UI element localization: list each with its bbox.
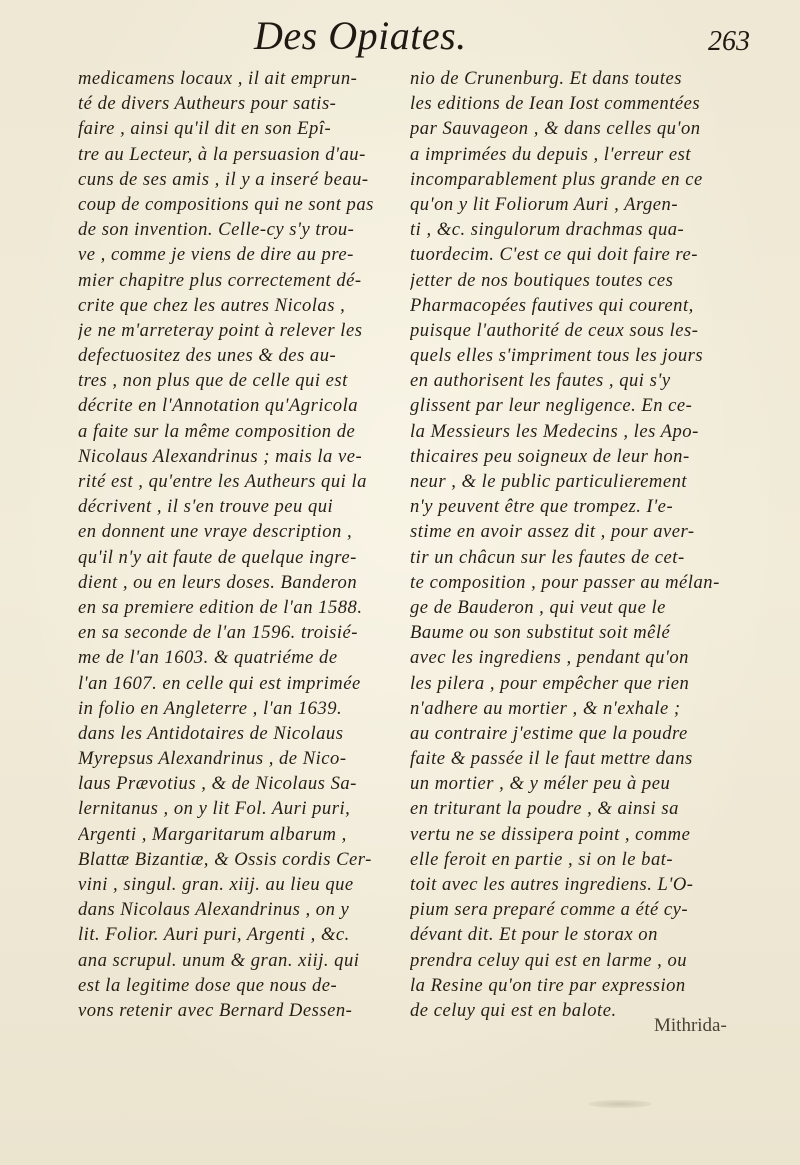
text-line: stime en avoir assez dit , pour aver- [410, 521, 695, 543]
text-line: décrite en l'Annotation qu'Agricola [78, 395, 359, 417]
text-line: Nicolaus Alexandrinus ; mais la ve- [78, 445, 363, 467]
text-line: la Messieurs les Medecins , les Apo- [410, 420, 699, 442]
text-line: la Resine qu'on tire par expression [410, 974, 686, 996]
right-text-column [410, 66, 752, 1023]
text-line: tir un châcun sur les fautes de cet- [410, 546, 685, 568]
text-line: de son invention. Celle-cy s'y trou- [78, 219, 355, 241]
text-line: in folio en Angleterre , l'an 1639. [78, 697, 343, 719]
text-line: en sa premiere edition de l'an 1588. [78, 596, 363, 618]
text-line: quels elles s'impriment tous les jours [410, 345, 704, 367]
text-line: prendra celuy qui est en larme , ou [410, 949, 688, 971]
text-line: elle feroit en partie , si on le bat- [410, 848, 674, 870]
text-line: avec les ingrediens , pendant qu'on [410, 647, 689, 669]
page-number: 263 [708, 26, 750, 57]
text-line: neur , & le public particulierement [410, 471, 688, 492]
text-line: medicamens locaux , il ait emprun- [78, 68, 358, 89]
text-line: nio de Crunenburg. Et dans toutes [410, 68, 682, 89]
text-line: puisque l'authorité de ceux sous les- [410, 319, 699, 341]
text-line: ti , &c. singulorum drachmas qua- [410, 219, 685, 241]
text-line: mier chapitre plus correctement dé- [78, 269, 362, 291]
left-text-column [78, 66, 383, 1023]
text-line: un mortier , & y méler peu à peu [410, 773, 671, 795]
text-line: dient , ou en leurs doses. Banderon [78, 571, 358, 593]
text-line: ge de Bauderon , qui veut que le [410, 596, 666, 618]
text-line: crite que chez les autres Nicolas , [78, 294, 346, 316]
text-line: a imprimées du depuis , l'erreur est [410, 143, 692, 165]
text-line: Baume ou son substitut soit mêlé [410, 622, 671, 644]
text-line: té de divers Autheurs pour satis- [78, 93, 337, 115]
text-line: dans les Antidotaires de Nicolaus [78, 722, 344, 744]
text-line: cuns de ses amis , il y a inseré beau- [78, 168, 369, 190]
text-line: pium sera preparé comme a été cy- [410, 899, 689, 921]
text-line: faire , ainsi qu'il dit en son Epî- [78, 118, 332, 140]
text-line: vons retenir avec Bernard Dessen- [78, 999, 353, 1021]
text-line: Argenti , Margaritarum albarum , [78, 823, 347, 845]
text-line: par Sauvageon , & dans celles qu'on [410, 118, 701, 140]
text-line: ve , comme je viens de dire au pre- [78, 244, 354, 266]
text-line: dans Nicolaus Alexandrinus , on y [78, 899, 350, 921]
text-line: tre au Lecteur, à la persuasion d'au- [78, 143, 366, 165]
text-line: rité est , qu'entre les Autheurs qui la [78, 471, 367, 492]
page-header [0, 8, 800, 64]
text-line: toit avec les autres ingrediens. L'O- [410, 874, 694, 895]
text-line: a faite sur la même composition de [78, 420, 356, 442]
text-line: faite & passée il le faut mettre dans [410, 748, 693, 770]
text-line: defectuositez des unes & des au- [78, 345, 337, 367]
text-line: vini , singul. gran. xiij. au lieu que [78, 874, 354, 895]
text-line: te composition , pour passer au mélan- [410, 571, 720, 593]
text-line: l'an 1607. en celle qui est imprimée [78, 672, 361, 694]
text-line: au contraire j'estime que la poudre [410, 722, 688, 744]
text-line: Pharmacopées fautives qui courent, [410, 294, 694, 316]
text-line: tuordecim. C'est ce qui doit faire re- [410, 244, 698, 266]
text-line: glissent par leur negligence. En ce- [410, 395, 693, 417]
text-line: décrivent , il s'en trouve peu qui [78, 496, 334, 518]
text-line: me de l'an 1603. & quatriéme de [78, 647, 338, 669]
text-line: n'adhere au mortier , & n'exhale ; [410, 697, 681, 719]
text-line: coup de compositions qui ne sont pas [78, 193, 374, 215]
text-line: lernitanus , on y lit Fol. Auri puri, [78, 798, 351, 820]
text-line: en triturant la poudre , & ainsi sa [410, 798, 679, 820]
text-line: Blattæ Bizantiæ, & Ossis cordis Cer- [78, 848, 372, 870]
ink-smudge [588, 1100, 652, 1108]
text-line: en donnent une vraye description , [78, 521, 353, 543]
catchword: Mithrida- [654, 1015, 727, 1036]
text-line: ana scrupul. unum & gran. xiij. qui [78, 949, 360, 971]
text-line: qu'il n'y ait faute de quelque ingre- [78, 546, 357, 568]
text-line: je ne m'arreteray point à relever les [78, 319, 363, 341]
text-line: tres , non plus que de celle qui est [78, 370, 348, 392]
text-line: lit. Folior. Auri puri, Argenti , &c. [78, 924, 350, 946]
text-line: est la legitime dose que nous de- [78, 974, 338, 996]
text-line: thicaires peu soigneux de leur hon- [410, 445, 690, 467]
text-line: qu'on y lit Foliorum Auri , Argen- [410, 193, 679, 215]
text-line: les editions de Iean Iost commentées [410, 93, 701, 115]
text-line: incomparablement plus grande en ce [410, 168, 703, 190]
text-line: Myrepsus Alexandrinus , de Nico- [78, 748, 347, 770]
text-line: en sa seconde de l'an 1596. troisié- [78, 622, 359, 644]
text-line: laus Prævotius , & de Nicolaus Sa- [78, 773, 357, 795]
text-line: vertu ne se dissipera point , comme [410, 823, 691, 845]
text-line: de celuy qui est en balote. [410, 999, 617, 1021]
text-line: les pilera , pour empêcher que rien [410, 672, 690, 694]
running-title: Des Opiates. [254, 13, 467, 58]
text-line: n'y peuvent être que trompez. I'e- [410, 496, 674, 518]
text-line: dévant dit. Et pour le storax on [410, 924, 658, 946]
text-line: en authorisent les fautes , qui s'y [410, 370, 671, 392]
text-line: jetter de nos boutiques toutes ces [410, 269, 674, 291]
